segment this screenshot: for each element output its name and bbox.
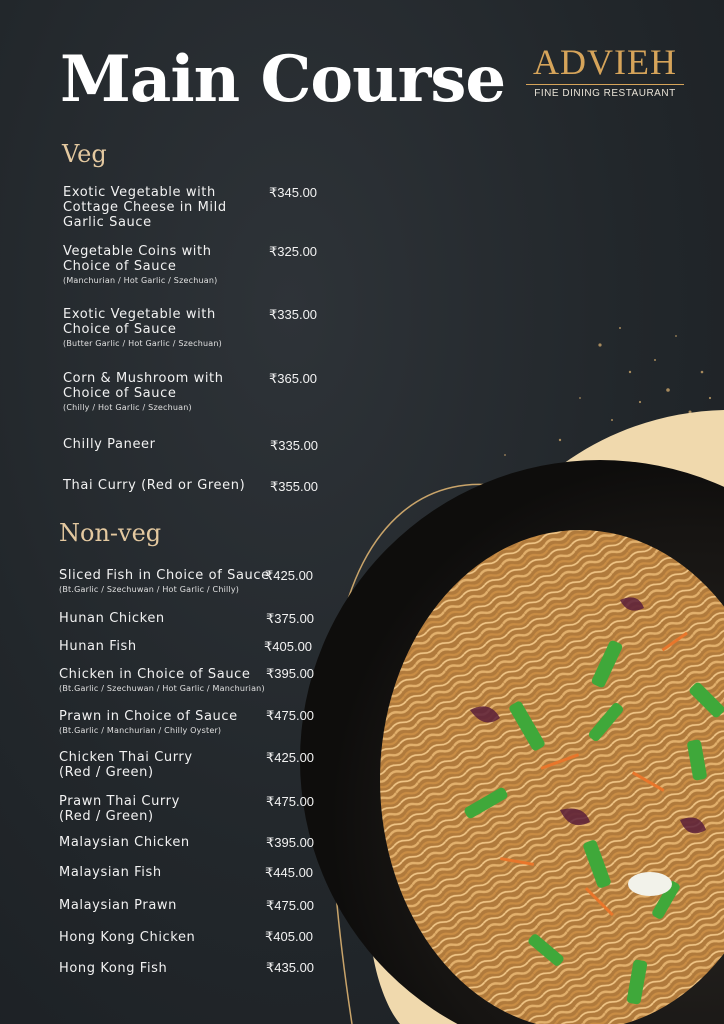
menu-item-price: ₹395.00	[266, 666, 315, 681]
menu-item-note: (Bt.Garlic / Manchurian / Chilly Oyster)	[59, 726, 222, 735]
menu-item	[59, 750, 199, 780]
menu-item-note: (Manchurian / Hot Garlic / Szechuan)	[63, 276, 218, 285]
menu-item-name: Exotic Vegetable with Choice of Sauce	[63, 307, 216, 337]
menu-item-note: (Bt.Garlic / Szechuwan / Hot Garlic / Manchurian)	[59, 684, 265, 693]
menu-item-price: ₹325.00	[269, 244, 318, 259]
section-heading-nonveg: Non-veg	[59, 519, 162, 547]
page-title: Main Course	[60, 42, 506, 117]
menu-item	[63, 244, 223, 285]
menu-item-name: Thai Curry (Red or Green)	[63, 478, 246, 493]
menu-item	[63, 185, 233, 230]
section-heading-veg: Veg	[62, 140, 107, 168]
menu-item-price: ₹405.00	[265, 929, 314, 944]
menu-item-price: ₹475.00	[266, 708, 315, 723]
menu-item-name: Hong Kong Chicken	[59, 930, 196, 945]
restaurant-logo	[520, 44, 690, 99]
menu-item-price: ₹445.00	[265, 865, 314, 880]
menu-item-name: Chicken Thai Curry (Red / Green)	[59, 750, 193, 780]
menu-item-price: ₹435.00	[266, 960, 315, 975]
menu-item-name: Malaysian Fish	[59, 865, 162, 880]
logo-tagline: FINE DINING RESTAURANT	[534, 88, 676, 99]
menu-item-price: ₹425.00	[266, 750, 315, 765]
menu-item-name: Chilly Paneer	[63, 437, 156, 452]
menu-item-price: ₹335.00	[270, 438, 319, 453]
menu-item-name: Corn & Mushroom with Choice of Sauce	[63, 371, 224, 401]
menu-item-note: (Bt.Garlic / Szechuwan / Hot Garlic / Chilly)	[59, 585, 240, 594]
menu-item-price: ₹395.00	[266, 835, 315, 850]
menu-item-price: ₹345.00	[269, 185, 318, 200]
menu-item-name: Exotic Vegetable with Cottage Cheese in Mild Garlic Sauce	[63, 185, 227, 230]
menu-item-price: ₹335.00	[269, 307, 318, 322]
menu-item-price: ₹475.00	[266, 898, 315, 913]
menu-item-note: (Butter Garlic / Hot Garlic / Szechuan)	[63, 339, 222, 348]
menu-item-price: ₹405.00	[264, 639, 313, 654]
menu-item-price: ₹475.00	[266, 794, 315, 809]
menu-item-name: Vegetable Coins with Choice of Sauce	[63, 244, 212, 274]
menu-item-name: Prawn in Choice of Sauce	[59, 709, 238, 724]
menu-item-name: Malaysian Prawn	[59, 898, 177, 913]
menu-item-name: Hunan Chicken	[59, 611, 165, 626]
menu-item-price: ₹365.00	[269, 371, 318, 386]
menu-item-price: ₹375.00	[266, 611, 315, 626]
logo-divider	[526, 84, 684, 85]
logo-name: ADVIEH	[533, 42, 677, 82]
menu-item-note: (Chilly / Hot Garlic / Szechuan)	[63, 403, 192, 412]
menu-item-name: Prawn Thai Curry (Red / Green)	[59, 794, 180, 824]
menu-item	[63, 371, 233, 412]
menu-item-name: Sliced Fish in Choice of Sauce	[59, 568, 270, 583]
menu-item	[63, 307, 223, 348]
menu-item	[59, 794, 189, 824]
menu-item-name: Chicken in Choice of Sauce	[59, 667, 251, 682]
menu-item-name: Hunan Fish	[59, 639, 137, 654]
menu-item-price: ₹425.00	[265, 568, 314, 583]
menu-item-name: Hong Kong Fish	[59, 961, 168, 976]
menu-item-name: Malaysian Chicken	[59, 835, 190, 850]
menu-item-price: ₹355.00	[270, 479, 319, 494]
